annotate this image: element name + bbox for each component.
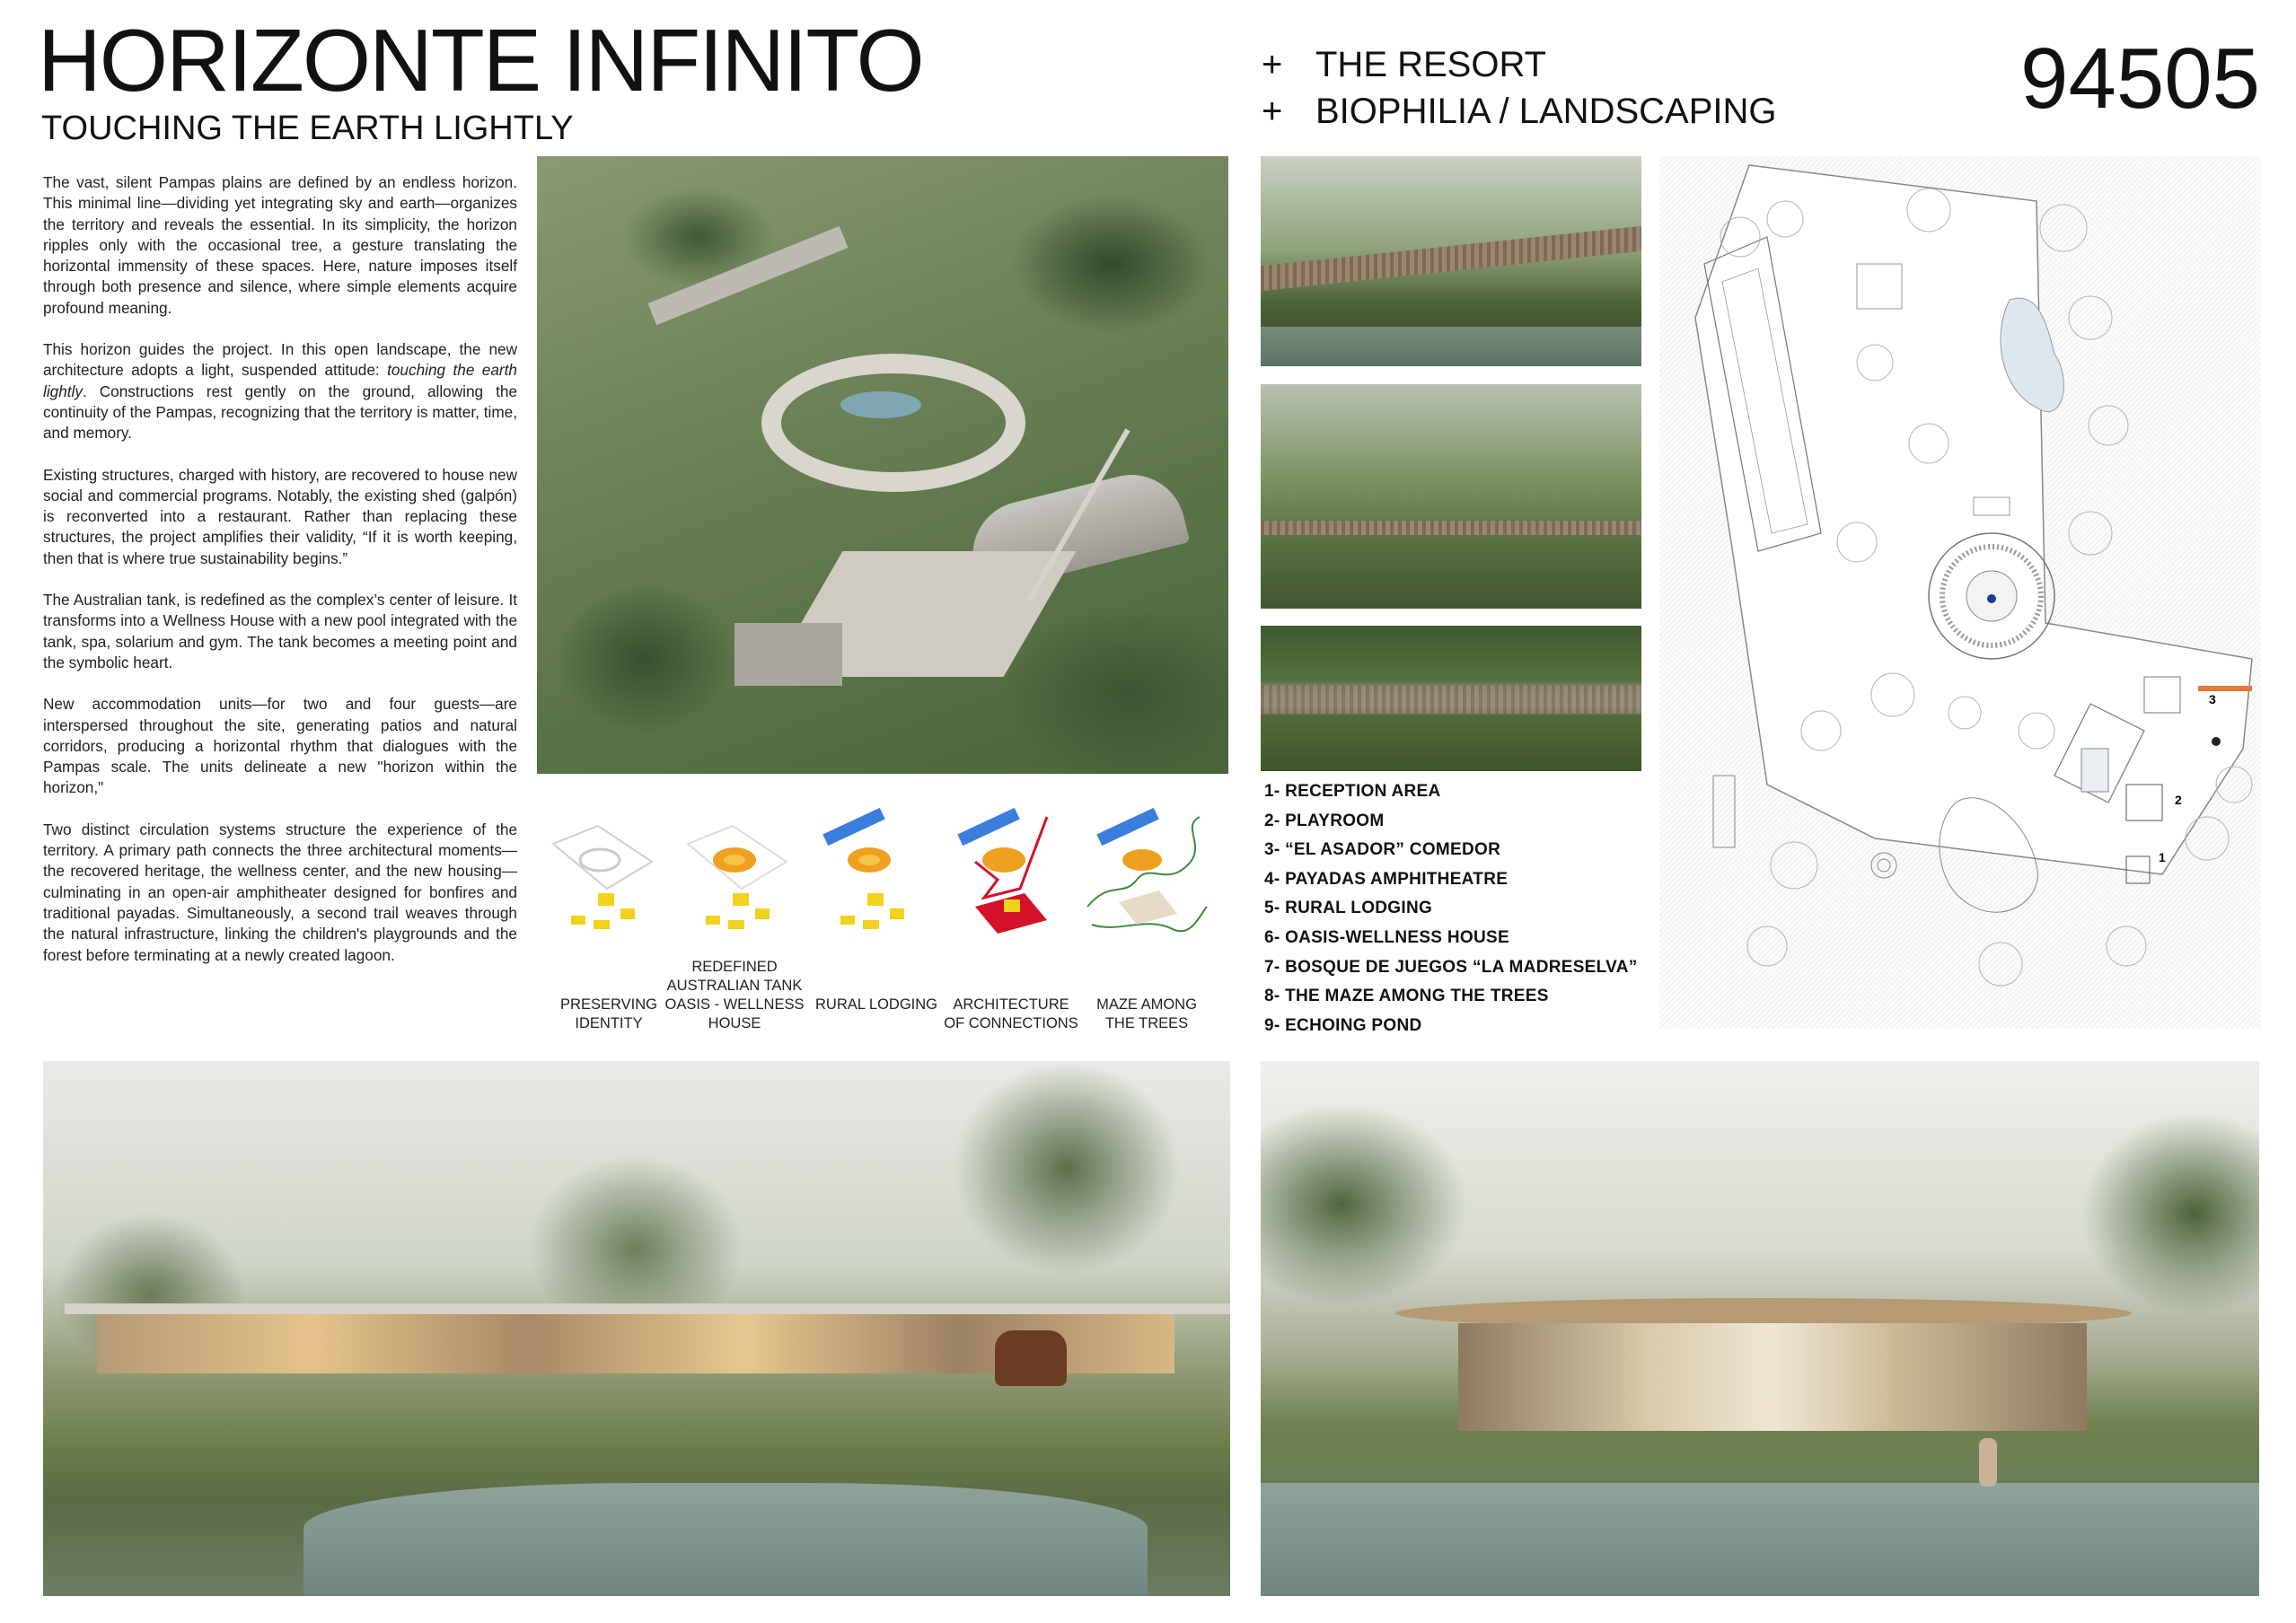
boardwalk bbox=[1261, 226, 1641, 292]
pond bbox=[1261, 1483, 2259, 1596]
board-title: HORIZONTE INFINITO bbox=[38, 11, 923, 110]
diagram-maze bbox=[1083, 808, 1209, 943]
intro-paragraph: Two distinct circulation systems structure the experience of the territory. A primary path connects the three architectural moments—the recovered heritage, the wellness center, and the new housing—culminating in an open-air amphitheater designed for bonfires and traditional payadas. Simultaneously, a second trail weaves through the natural infrastructure, linking the children's playgrounds and the forest before terminating at a newly created lagoon. bbox=[43, 820, 517, 964]
intro-paragraph: This horizon guides the project. In this open landscape, the new architecture adopts a light, suspended attitude: touching the earth lightly. Constructions rest gently on the ground, allowing the continuity of the Pampas, recognizing that the territory is matter, time, and memory. bbox=[43, 340, 517, 443]
legend-item: 8- THE MAZE AMONG THE TREES bbox=[1264, 987, 1549, 1006]
pavilion-body bbox=[1458, 1323, 2087, 1431]
legend-item: 3- “EL ASADOR” COMEDOR bbox=[1264, 840, 1501, 860]
legend-item: 1- RECEPTION AREA bbox=[1264, 782, 1441, 801]
site-plan bbox=[1659, 156, 2261, 1029]
section-label: BIOPHILIA / LANDSCAPING bbox=[1315, 92, 1777, 131]
section-heading-biophilia bbox=[1262, 93, 1777, 129]
pavilion-render bbox=[1261, 1061, 2259, 1596]
pond bbox=[303, 1483, 1148, 1596]
section-label: THE RESORT bbox=[1315, 45, 1547, 84]
pool bbox=[840, 391, 921, 418]
diagram-caption: RURAL LODGING bbox=[815, 996, 937, 1013]
boardwalk bbox=[1261, 685, 1641, 714]
intro-paragraph: The Australian tank, is redefined as the complex’s center of leisure. It transforms into a Wellness House with a new pool integrated with the tank, spa, solarium and gym. The tank becomes a meeting point and the symbolic heart. bbox=[43, 591, 517, 671]
board-subtitle: TOUCHING THE EARTH LIGHTLY bbox=[41, 110, 574, 147]
wellness-ring-roof bbox=[761, 354, 1025, 492]
plus-icon: + bbox=[1262, 45, 1283, 84]
intro-paragraph: Existing structures, charged with history, are recovered to house new social and commercial programs. Notably, the existing shed (galpón) is reconverted into a restaurant. Rather than replacing these structures, the project amplifies their validity, “If it is worth keeping, then that is where true sustainability begins.” bbox=[43, 465, 517, 567]
board-code: 94505 bbox=[2020, 31, 2260, 127]
diagram-caption: ARCHITECTURE OF CONNECTIONS bbox=[944, 996, 1078, 1031]
bridge-render bbox=[1261, 156, 1641, 366]
water bbox=[1261, 327, 1641, 366]
legend-item: 2- PLAYROOM bbox=[1264, 811, 1385, 830]
intro-text bbox=[43, 172, 517, 987]
lodging-render bbox=[43, 1061, 1230, 1596]
lodging-roof bbox=[648, 226, 849, 325]
legend-item: 7- BOSQUE DE JUEGOS “LA MADRESELVA” bbox=[1264, 957, 1638, 977]
diagram-caption: MAZE AMONG THE TREES bbox=[1096, 996, 1197, 1031]
aerial-render bbox=[537, 156, 1228, 774]
legend-item: 6- OASIS-WELLNESS HOUSE bbox=[1264, 927, 1509, 947]
horse bbox=[995, 1330, 1067, 1386]
diagram-rural-lodging bbox=[814, 808, 939, 943]
plan-number-2: 2 bbox=[2175, 793, 2182, 807]
plan-number-1: 1 bbox=[2159, 850, 2166, 864]
diagram-caption: REDEFINED AUSTRALIAN TANK OASIS - WELLNESS HOUSE bbox=[664, 959, 805, 1031]
axonometric-diagrams bbox=[544, 808, 1227, 1041]
lodge-roof bbox=[65, 1303, 1230, 1314]
legend-item: 9- ECHOING POND bbox=[1264, 1015, 1422, 1035]
intro-paragraph: The vast, silent Pampas plains are defined by an endless horizon. This minimal line—dividing yet integrating sky and earth—organizes the territory and reveals the essential. In its simplicity, the horizon ripples only with the occasional tree, a gesture translating the horizontal immensity of these spaces. Here, nature imposes itself through both presence and silence, where simple elements acquire profound meaning. bbox=[43, 173, 517, 317]
legend-item: 5- RURAL LODGING bbox=[1264, 899, 1433, 918]
plan-number-3: 3 bbox=[2209, 692, 2216, 706]
top-view-render bbox=[1261, 626, 1641, 771]
section-heading-resort bbox=[1262, 47, 1546, 83]
diagram-australian-tank bbox=[679, 808, 805, 943]
site-legend bbox=[1264, 777, 1638, 1040]
boardwalk-render bbox=[1261, 384, 1641, 609]
boardwalk bbox=[1261, 521, 1641, 535]
diagram-caption: PRESERVING IDENTITY bbox=[560, 996, 657, 1031]
plus-icon: + bbox=[1262, 92, 1283, 131]
intro-paragraph: New accommodation units—for two and four guests—are interspersed throughout the site, generating patios and natural corridors, producing a horizontal rhythm that dialogues with the Pampas scale. The units delineate a new "horizon within the horizon," bbox=[43, 695, 517, 797]
child-figure bbox=[1979, 1438, 1997, 1487]
diagram-connections bbox=[948, 808, 1074, 943]
legend-item: 4- PAYADAS AMPHITHEATRE bbox=[1264, 869, 1509, 889]
diagram-preserving-identity bbox=[544, 808, 670, 943]
old-house bbox=[735, 623, 842, 686]
